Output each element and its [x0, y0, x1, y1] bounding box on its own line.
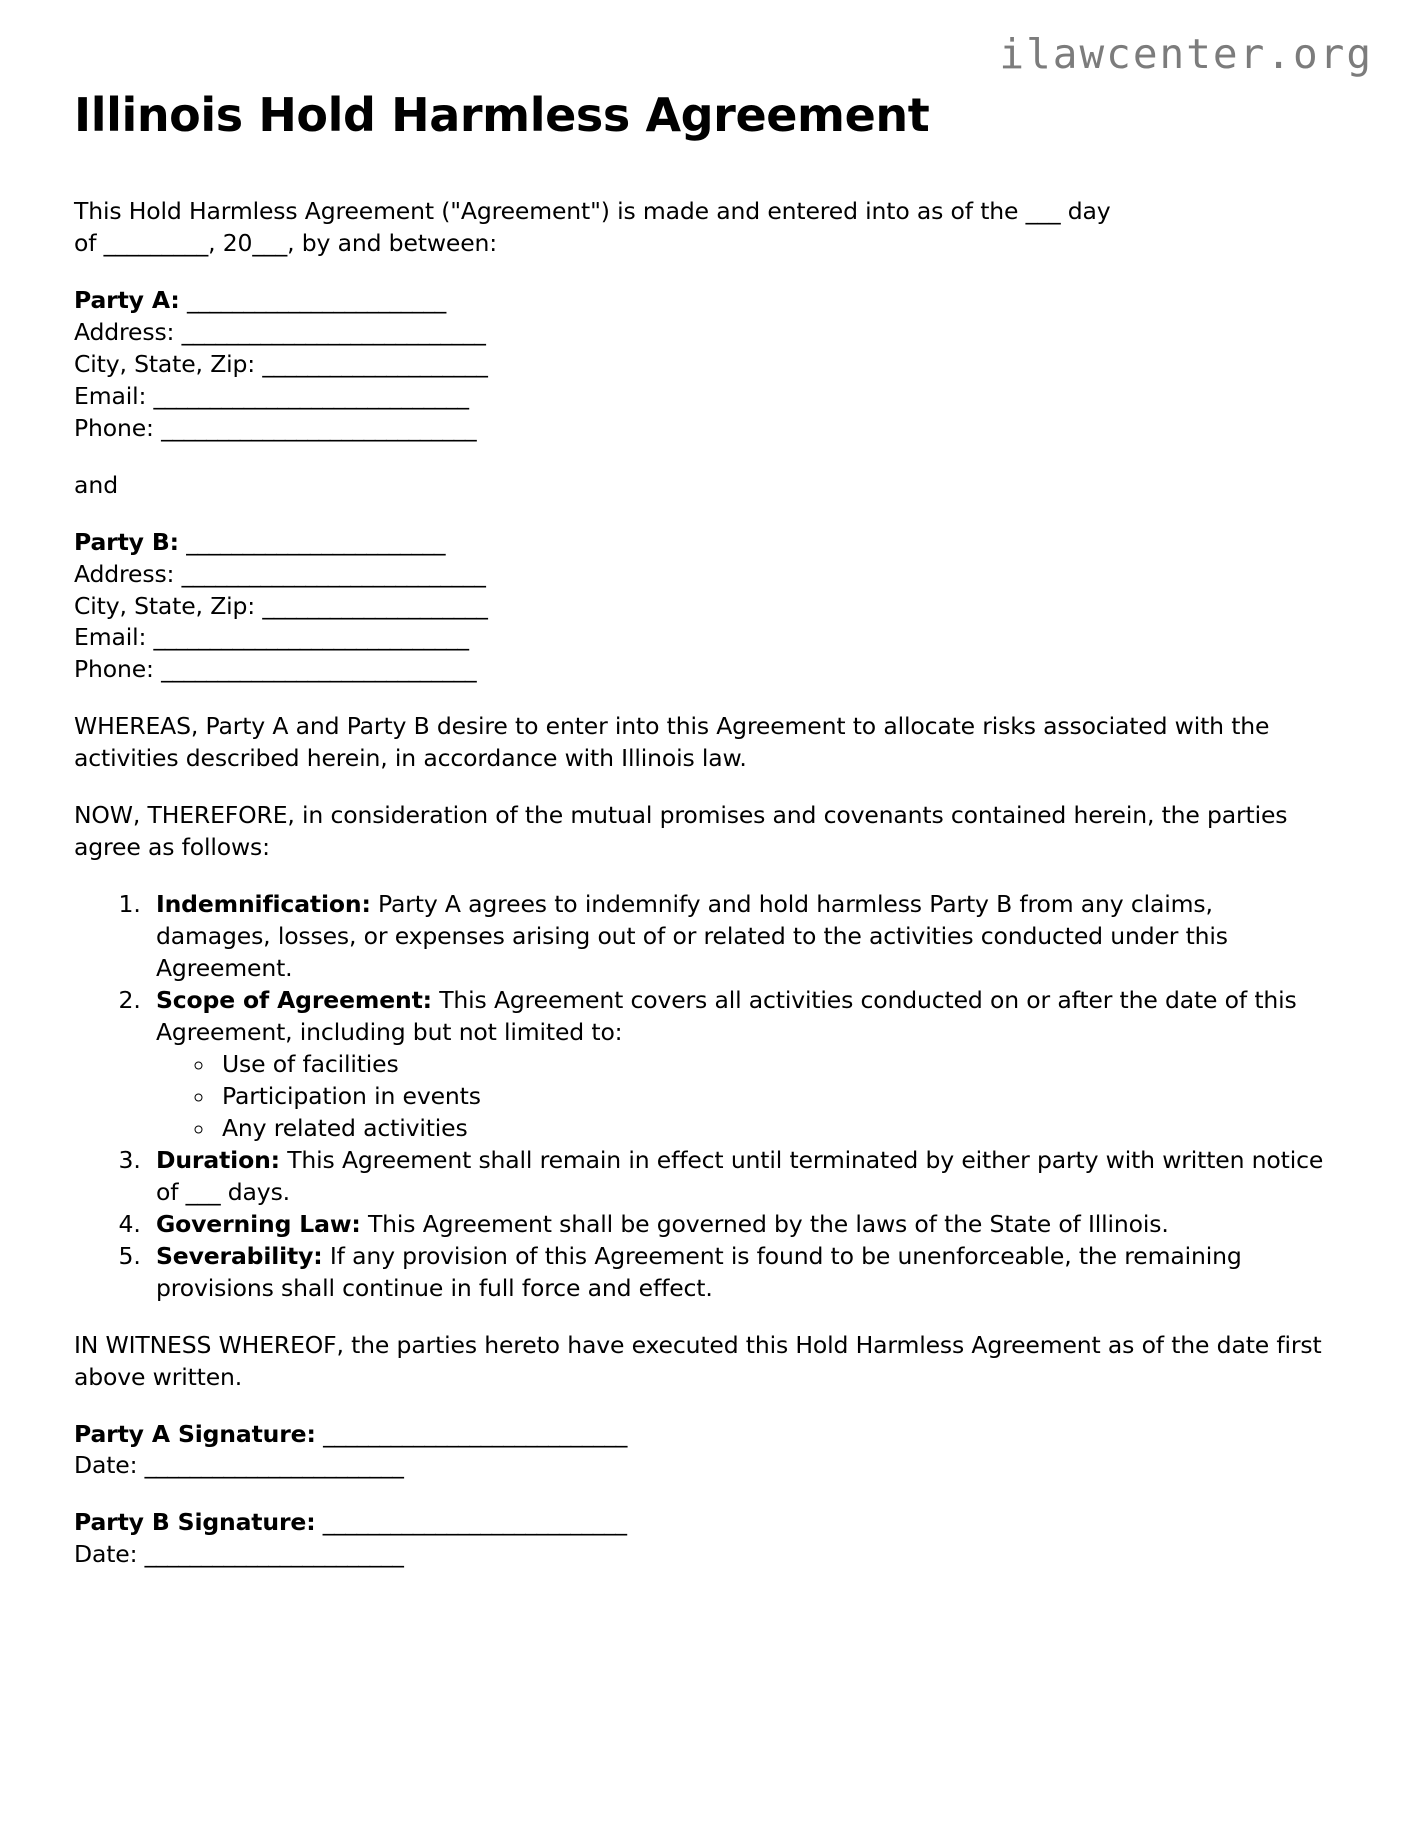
intro-paragraph [74, 196, 1330, 260]
term-label-2: Scope of Agreement: [156, 986, 432, 1015]
party-a-date-label: Date: [74, 1451, 138, 1480]
party-a-signature-label: Party A Signature: [74, 1419, 316, 1448]
term-label-4: Governing Law: [156, 1209, 361, 1238]
party-a-city-blank[interactable]: ____________________ [262, 349, 488, 378]
party-b-name-blank[interactable]: _______________________ [186, 527, 445, 556]
party-a-email-row [74, 381, 1330, 413]
scope-subitems-list [156, 1049, 1330, 1145]
conjunction-and: and [74, 470, 119, 499]
party-a-name-row [74, 285, 1330, 317]
term-text-5: If any provision of this Agreement is found to be unenforceable, the remaining provisions shall continue in full force and effect. [156, 1241, 1242, 1302]
party-b-address-blank[interactable]: ___________________________ [181, 559, 486, 588]
party-a-date-row [74, 1450, 1330, 1482]
party-a-signature-row [74, 1419, 1330, 1451]
party-b-signature-label: Party B Signature: [74, 1508, 316, 1537]
term-text-2: This Agreement covers all activities conducted on or after the date of this Agreement, including but not limited to: [156, 986, 1297, 1047]
term-item-4 [148, 1209, 1330, 1241]
term-item-5 [148, 1241, 1330, 1305]
party-a-email-blank[interactable]: ____________________________ [153, 381, 469, 410]
party-b-date-label: Date: [74, 1540, 138, 1569]
term-label-5: Severability: [156, 1241, 323, 1270]
party-a-phone-blank[interactable]: ____________________________ [161, 413, 477, 442]
term-item-2 [148, 985, 1330, 1145]
party-b-city-label: City, State, Zip: [74, 591, 256, 620]
party-b-city-blank[interactable]: ____________________ [262, 591, 488, 620]
term-text-4: This Agreement shall be governed by the laws of the State of Illinois. [360, 1209, 1169, 1238]
party-b-date-blank[interactable]: _______________________ [144, 1540, 404, 1569]
list-item: ◦ Use of facilities [216, 1049, 1330, 1081]
party-a-signature-block [74, 1419, 1330, 1483]
party-b-name-label: Party B: [74, 527, 179, 556]
party-b-email-label: Email: [74, 623, 147, 652]
party-a-signature-blank[interactable]: ___________________________ [323, 1419, 627, 1448]
intro-line-1: This Hold Harmless Agreement ("Agreement") is made and entered into as of the ___ day [74, 197, 1111, 225]
party-b-city-row [74, 591, 1330, 623]
party-a-email-label: Email: [74, 381, 147, 410]
party-a-phone-label: Phone: [74, 413, 154, 442]
party-a-name-blank[interactable]: _______________________ [186, 285, 446, 314]
party-b-block [74, 527, 1330, 687]
party-b-email-row [74, 622, 1330, 654]
party-b-date-row [74, 1539, 1330, 1571]
terms-list [74, 889, 1330, 1304]
party-a-city-row [74, 349, 1330, 381]
document-body [74, 196, 1330, 1596]
party-a-block [74, 285, 1330, 445]
party-a-date-blank[interactable]: _______________________ [144, 1451, 404, 1480]
party-b-name-row [74, 527, 1330, 559]
term-label-1: Indemnification: [156, 890, 371, 919]
term-text-1: Party A agrees to indemnify and hold harmless Party B from any claims, damages, losses, or expenses arising out of or related to the activities conducted under this Agreement. [156, 890, 1228, 983]
whereas-paragraph: WHEREAS, Party A and Party B desire to enter into this Agreement to allocate risks associated with the activities described herein, in accordance with Illinois law. [74, 712, 1270, 773]
party-a-name-label: Party A: [74, 285, 180, 314]
term-item-1 [148, 889, 1330, 985]
party-b-address-row [74, 559, 1330, 591]
term-label-3: Duration: [156, 1145, 280, 1174]
party-a-phone-row [74, 413, 1330, 445]
page-title: Illinois Hold Harmless Agreement [74, 88, 930, 142]
party-a-address-label: Address: [74, 317, 175, 346]
party-a-city-label: City, State, Zip: [74, 349, 256, 378]
party-b-phone-row [74, 654, 1330, 686]
party-a-address-row [74, 317, 1330, 349]
party-b-phone-blank[interactable]: ____________________________ [161, 655, 477, 684]
site-watermark: ilawcenter.org [999, 30, 1373, 78]
intro-line-2: of _________, 20___, by and between: [74, 228, 498, 257]
now-therefore-paragraph: NOW, THEREFORE, in consideration of the mutual promises and covenants contained herein, the parties agree as follows: [74, 801, 1288, 862]
party-b-phone-label: Phone: [74, 655, 154, 684]
party-a-address-blank[interactable]: ___________________________ [181, 317, 486, 346]
term-text-3: This Agreement shall remain in effect until terminated by either party with written notice of ___ days. [156, 1145, 1324, 1206]
party-b-address-label: Address: [74, 559, 175, 588]
list-item: ◦ Participation in events [216, 1081, 1330, 1113]
list-item: ◦ Any related activities [216, 1113, 1330, 1145]
witness-paragraph: IN WITNESS WHEREOF, the parties hereto have executed this Hold Harmless Agreement as of the date first above written. [74, 1330, 1322, 1391]
party-b-signature-block [74, 1507, 1330, 1571]
party-b-signature-blank[interactable]: ___________________________ [322, 1508, 627, 1537]
term-item-3 [148, 1145, 1330, 1209]
party-b-signature-row [74, 1507, 1330, 1539]
party-b-email-blank[interactable]: ____________________________ [153, 623, 469, 652]
